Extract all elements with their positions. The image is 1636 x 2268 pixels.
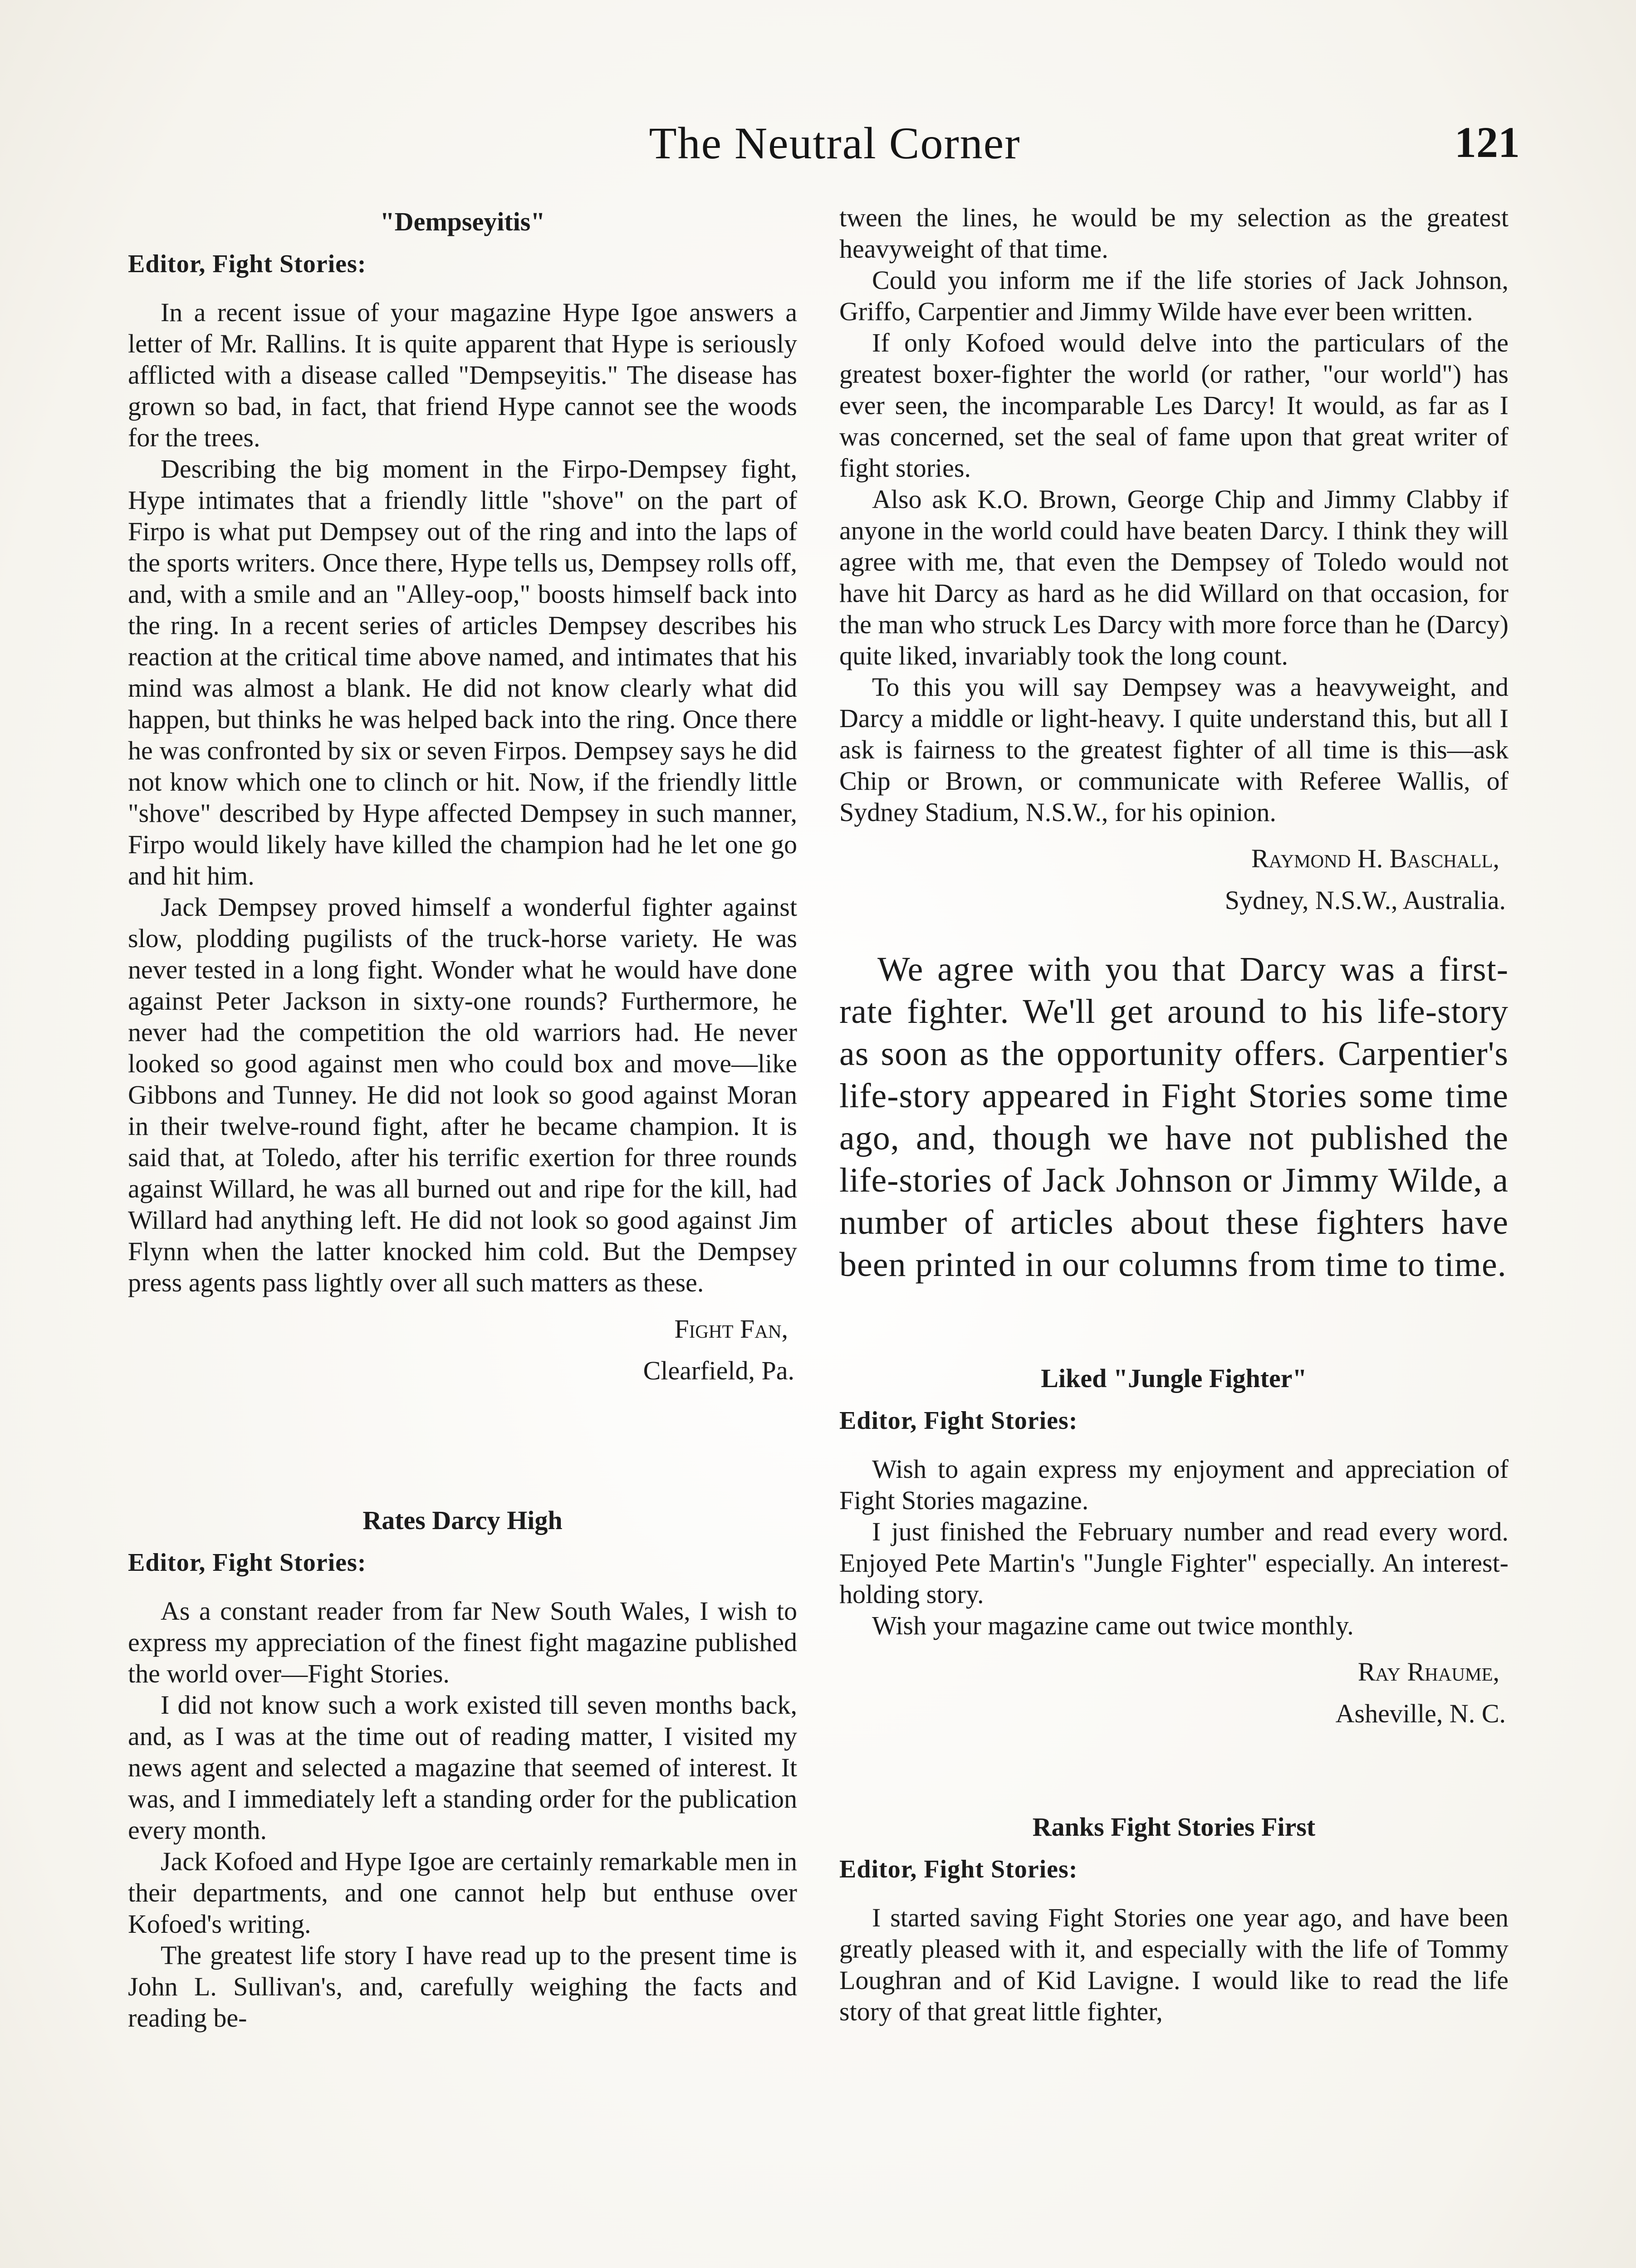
signature-block [839,1651,1509,1735]
paragraph: I did not know such a work existed till seven months back, and, as I was at the time out of reading matter, I visited my news agent and selected a magazine that seemed of interest. It was, and I immediately left a standing order for the publication every month. [128,1690,797,1845]
signature-block [839,838,1509,921]
paragraph-continued: The greatest life story I have read up to the present time is John L. Sullivan's, and, carefully weighing the facts and reading be- [128,1941,797,2033]
signature-name: Raymond H. Baschall, [1251,844,1499,873]
letter-title-ranks-first: Ranks Fight Stories First [1032,1812,1316,1842]
paragraph: I started saving Fight Stories one year ago, and have been greatly pleased with it, and especially with the life of Tommy Loughran and of Kid Lavigne. I would like to read the life story of that great little fighter, [839,1903,1509,2026]
running-head: The Neutral Corner [649,118,1021,168]
signature-location: Asheville, N. C. [1335,1699,1506,1728]
letter-title-dempseyitis: "Dempseyitis" [380,207,545,236]
paragraph: Wish your magazine came out twice monthly. [872,1611,1354,1640]
paragraph: In a recent issue of your magazine Hype Igoe answers a letter of Mr. Rallins. It is quite apparent that Hype is seriously afflicted with a disease called "Dempseyitis." The disease has grown so bad, in fact, that friend Hype cannot see the woods for the trees. [128,298,797,452]
signature-block [128,1308,797,1392]
paragraph: Wish to again express my enjoyment and appreciation of Fight Stories magazine. [839,1454,1509,1515]
signature-name: Fight Fan, [674,1314,788,1344]
salutation: Editor, Fight Stories: [128,1549,367,1577]
page-number: 121 [1455,118,1520,166]
paragraph-continuation: tween the lines, he would be my selection as the greatest heavyweight of that time. [839,203,1509,264]
signature-name: Ray Rhaume, [1357,1657,1499,1686]
left-column [128,206,797,2033]
paragraph: As a constant reader from far New South Wales, I wish to express my appreciation of the finest fight magazine published the world over—Fight Stories. [128,1596,797,1688]
salutation: Editor, Fight Stories: [839,1855,1078,1883]
paragraph: Jack Dempsey proved himself a wonderful fighter against slow, plodding pugilists of the truck-horse variety. He was never tested in a long fight. Wonder what he would have done against Peter Jackson in sixty-one rounds? Furthermore, he never had the competition the old warriors had. He never looked so good against men who could box and move—like Gibbons and Tunney. He did not look so good against Moran in their twelve-round fight, after he became champion. It is said that, at Toledo, after his terrific exertion for three rounds against Willard, he was all burned out and ripe for the kill, had Willard had anything left. He did not look so good against Jim Flynn when the latter knocked him cold. But the Dempsey press agents pass lightly over all such matters as these. [128,892,797,1297]
paragraph: If only Kofoed would delve into the particulars of the greatest boxer-fighter the world (or rather, "our world") has ever seen, the incomparable Les Darcy! It would, as far as I was concerned, set the seal of fame upon that great writer of fight stories. [839,328,1509,483]
letter-title-rates-darcy: Rates Darcy High [362,1505,563,1535]
right-column [839,202,1509,2027]
paragraph: Jack Kofoed and Hype Igoe are certainly remarkable men in their departments, and one cannot help but enthuse over Kofoed's writing. [128,1847,797,1939]
paragraph: I just finished the February number and read every word. Enjoyed Pete Martin's "Jungle Fighter" especially. An interest-holding story. [839,1517,1509,1609]
paragraph: Also ask K.O. Brown, George Chip and Jimmy Clabby if anyone in the world could have beaten Darcy. I think they will agree with me, that even the Dempsey of Toledo would not have hit Darcy as hard as he did Willard on that occasion, for the man who struck Les Darcy with more force than he (Darcy) quite liked, invariably took the long count. [839,484,1509,670]
paragraph: Could you inform me if the life stories of Jack Johnson, Griffo, Carpentier and Jimmy Wilde have ever been written. [839,265,1509,326]
signature-location: Sydney, N.S.W., Australia. [1225,885,1506,915]
editor-reply: We agree with you that Darcy was a first-rate fighter. We'll get around to his life-story as soon as the opportunity offers. Carpentier's life-story appeared in Fight Stories some time ago, and, though we have not published the life-stories of Jack Johnson or Jimmy Wilde, a number of articles about these fighters have been printed in our columns from time to time. [839,950,1509,1284]
paragraph: Describing the big moment in the Firpo-Dempsey fight, Hype intimates that a friendly little "shove" on the part of Firpo is what put Dempsey out of the ring and into the laps of the sports writers. Once there, Hype tells us, Dempsey rolls off, and, with a smile and an "Alley-oop," boosts himself back into the ring. In a recent series of articles Dempsey describes his reaction at the critical time above named, and intimates that his mind was almost a blank. He did not know clearly what did happen, but thinks he was helped back into the ring. Once there he was confronted by six or seven Firpos. Dempsey says he did not know which one to clinch or hit. Now, if the friendly little "shove" described by Hype affected Dempsey in such manner, Firpo would likely have killed the champion had he let one go and hit him. [128,454,797,890]
salutation: Editor, Fight Stories: [839,1407,1078,1435]
salutation: Editor, Fight Stories: [128,250,367,278]
paragraph: To this you will say Dempsey was a heavyweight, and Darcy a middle or light-heavy. I quite understand this, but all I ask is fairness to the greatest fighter of all time is this—ask Chip or Brown, or communicate with Referee Wallis, of Sydney Stadium, N.S.W., for his opinion. [839,672,1509,827]
signature-location: Clearfield, Pa. [643,1356,794,1385]
letter-title-jungle-fighter: Liked "Jungle Fighter" [1041,1364,1307,1393]
